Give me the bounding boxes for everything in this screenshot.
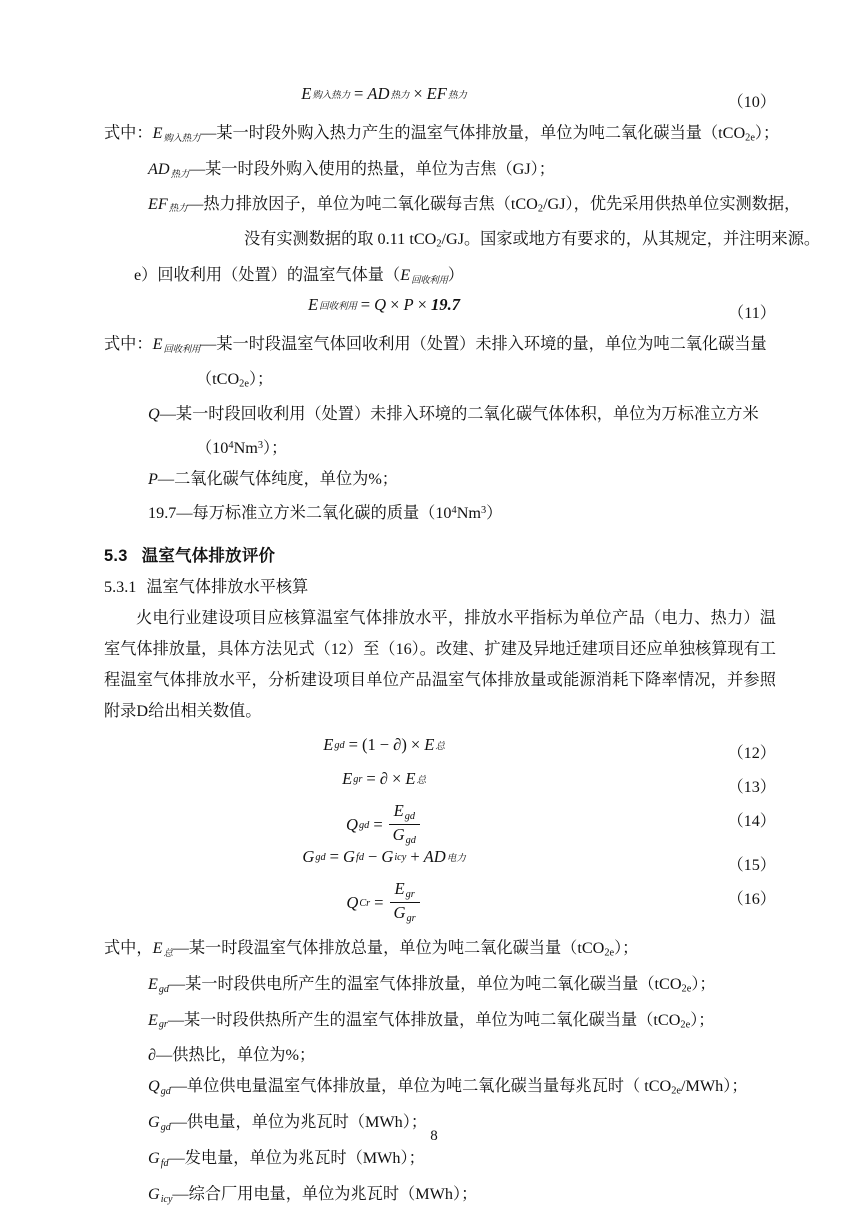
equation-10-number: （10）	[727, 93, 776, 111]
where-label-1: 式中：	[104, 124, 153, 142]
where-line-q	[104, 399, 776, 430]
equation-10-body	[104, 84, 664, 104]
desc-Q-gd-b: /MWh）；	[680, 1077, 748, 1096]
var-partial: ∂	[148, 1046, 156, 1065]
equation-11	[104, 295, 776, 329]
var-G-fd-sub: fd	[160, 1157, 169, 1169]
eq14-lhs-sub: gd	[359, 819, 370, 831]
where-line-p	[104, 464, 776, 495]
eq14-lhs-var: Q	[346, 815, 359, 835]
var-EF-reli: EF	[148, 194, 168, 213]
eq15-term2-sub: icy	[394, 851, 407, 863]
var-E-gd: E	[148, 974, 158, 993]
eq10-term2-var: EF	[426, 84, 447, 103]
eq12-open: (1	[361, 735, 376, 755]
var-G-gd-sub: gd	[160, 1122, 171, 1133]
var-EF-reli-sub: 热力	[168, 202, 188, 214]
unit-tco2e-b: ）；	[248, 369, 274, 388]
desc-partial: —供热比，单位为%；	[156, 1046, 316, 1065]
eq15-term3-sub: 电力	[446, 853, 466, 865]
var-G-icy: G	[148, 1184, 160, 1203]
eq16-fraction	[390, 880, 420, 924]
heading-5-3-number: 5.3	[104, 547, 128, 566]
desc-E-gourenli-b: ）；	[754, 124, 780, 142]
eq11-p: P	[403, 294, 414, 314]
desc-197-a: —每万标准立方米二氧化碳的质量（10	[176, 504, 452, 523]
equation-12-number: （12）	[727, 744, 776, 763]
desc-AD-reli: —某一时段外购入使用的热量，单位为吉焦（GJ）；	[188, 159, 555, 178]
desc-EF-cont-sub: 2	[436, 238, 442, 250]
eq15-term1-var: G	[343, 847, 355, 867]
desc-G-gd: —供电量，单位为兆瓦时（MWh）；	[170, 1113, 428, 1132]
var-AD-reli-sub: 热力	[170, 167, 189, 179]
heading-5-3-title: 温室气体排放评价	[141, 547, 276, 566]
eq12-equals: =	[348, 735, 358, 755]
list-item-e	[104, 260, 776, 295]
desc-E-gd-b: ）；	[691, 974, 716, 993]
var-Q-gd-sub: gd	[160, 1086, 171, 1098]
desc-197-sup2: 3	[480, 505, 487, 517]
eq15-term2-var: G	[381, 847, 394, 867]
eq12-lhs-var: E	[323, 735, 334, 755]
desc-E-gourenli-a: —某一时段外购入热力产生的温室气体排放量，单位为吨二氧化碳当量（tCO	[200, 124, 746, 142]
equation-12	[104, 735, 776, 769]
eq10-lhs-sub: 购入热力	[312, 90, 350, 101]
where-line-g-icy	[104, 1179, 776, 1215]
eq11-q: Q	[374, 294, 387, 314]
desc-E-gourenli-unitsub: 2e	[745, 132, 755, 144]
where-line-ef-reli	[104, 189, 801, 225]
const-197: 19.7	[148, 504, 177, 523]
eq15-lhs-var: G	[302, 847, 315, 867]
eq12-rhs-var: E	[424, 735, 435, 755]
where-line-q-gd	[104, 1071, 776, 1107]
equation-16-body	[104, 881, 664, 925]
var-P: P	[148, 470, 158, 489]
desc-E-huishou: —某一时段温室气体回收利用（处置）未排入环境的量，单位为吨二氧化碳当量	[200, 334, 767, 353]
eq13-times: ×	[391, 769, 402, 789]
eq12-lhs-sub: gd	[334, 739, 345, 751]
eq11-times-1: ×	[390, 294, 400, 314]
desc-E-zong-a: —某一时段温室气体排放总量，单位为吨二氧化碳当量（tCO	[172, 939, 605, 958]
eq15-minus: −	[367, 847, 378, 867]
equation-13	[104, 769, 776, 803]
equation-13-number: （13）	[727, 778, 776, 797]
var-E-gr: E	[148, 1010, 158, 1029]
list-item-e-var-sub: 回收利用	[411, 273, 448, 285]
var-AD-reli: AD	[148, 159, 170, 178]
where-line-g-fd	[104, 1143, 776, 1179]
equation-11-body	[104, 295, 664, 315]
equation-10	[104, 84, 776, 118]
unit-nm3-sup1: 4	[228, 440, 234, 452]
desc-Q: —某一时段回收利用（处置）未排入环境的二氧化碳气体体积，单位为万标准立方米	[159, 405, 759, 424]
where-line-e-gr	[104, 1005, 776, 1041]
eq16-equals: =	[374, 893, 384, 913]
desc-EF-reli-a: —热力排放因子，单位为吨二氧化碳每吉焦（tCO	[187, 194, 538, 213]
list-item-e-close: ）	[447, 265, 464, 284]
eq10-term1-sub: 热力	[390, 90, 410, 101]
desc-E-zong-unitsub: 2e	[604, 947, 615, 959]
equation-12-body	[104, 735, 664, 755]
var-E-zong: E	[152, 939, 163, 958]
eq11-times-2: ×	[417, 294, 427, 314]
eq15-term1-sub: fd	[355, 851, 364, 863]
eq14-den-var: G	[392, 824, 405, 844]
where-line-e-huishou-unit	[104, 364, 776, 400]
desc-EF-reli-b: /GJ），优先采用供热单位实测数据，	[543, 194, 801, 213]
desc-P: —二氧化碳气体纯度，单位为%；	[157, 470, 398, 489]
eq15-term3-var: AD	[423, 847, 446, 867]
eq14-fraction	[389, 802, 420, 846]
list-item-e-var: E	[400, 265, 411, 284]
eq11-constant: 19.7	[430, 294, 461, 314]
where-line-constant-197	[104, 495, 776, 529]
var-G-icy-sub: icy	[160, 1193, 173, 1205]
var-Q: Q	[148, 405, 160, 424]
var-G-fd: G	[148, 1149, 160, 1167]
desc-E-gd-a: —某一时段供电所产生的温室气体排放量，单位为吨二氧化碳当量（tCO	[168, 974, 682, 993]
var-E-huishou-sub: 回收利用	[163, 342, 201, 354]
unit-nm3-mid: Nm	[233, 439, 258, 458]
list-item-e-text: 回收利用（处置）的温室气体量（	[157, 265, 401, 284]
where-line-partial	[104, 1040, 776, 1071]
page-number: 8	[430, 1128, 438, 1144]
unit-tco2e-a: （tCO	[196, 369, 240, 388]
eq13-lhs-sub: gr	[353, 773, 363, 785]
equation-14	[104, 803, 776, 847]
desc-E-gr-unitsub: 2e	[680, 1019, 691, 1031]
heading-5-3-1	[104, 572, 776, 603]
equation-15-number: （15）	[727, 856, 776, 875]
eq16-num-sub: gr	[405, 889, 415, 900]
desc-G-icy: —综合厂用电量，单位为兆瓦时（MWh）；	[172, 1184, 478, 1203]
desc-EF-cont-a: 没有实测数据的取 0.11 tCO	[244, 230, 437, 249]
eq14-den-sub: gd	[405, 834, 416, 846]
eq15-lhs-sub: gd	[315, 851, 326, 863]
eq16-num-var: E	[394, 879, 405, 899]
desc-Q-gd-unitsub: 2e	[671, 1086, 681, 1098]
desc-G-fd: —发电量，单位为兆瓦时（MWh）；	[168, 1149, 425, 1167]
eq16-den-sub: gr	[406, 912, 416, 924]
where-line-e-huishou	[104, 329, 776, 364]
eq12-minus: −	[379, 735, 390, 755]
page-content	[104, 84, 821, 1215]
list-item-e-marker: e）	[134, 265, 158, 284]
heading-5-3-1-number: 5.3.1	[104, 578, 137, 597]
desc-EF-reli-unitsub: 2	[537, 203, 544, 215]
eq13-partial: ∂	[379, 769, 388, 789]
equation-16-number: （16）	[727, 890, 776, 909]
var-Q-gd: Q	[148, 1077, 160, 1096]
eq11-equals: =	[360, 294, 371, 314]
eq11-lhs-sub: 回收利用	[319, 300, 357, 312]
eq12-close: )	[401, 735, 407, 755]
var-E-gourenli-sub: 购入热力	[163, 131, 201, 143]
desc-E-zong-b: ）；	[614, 939, 639, 958]
equation-14-number: （14）	[727, 812, 776, 831]
desc-197-sup1: 4	[451, 505, 457, 517]
unit-nm3-b: ）；	[263, 439, 288, 458]
unit-tco2e-sub: 2e	[239, 378, 249, 390]
eq10-equals: =	[354, 84, 364, 103]
var-G-gd: G	[148, 1113, 160, 1132]
eq16-den-var: G	[393, 902, 406, 922]
heading-5-3	[104, 541, 776, 572]
desc-E-gd-unitsub: 2e	[681, 983, 692, 995]
where-line-ad-reli	[104, 154, 776, 189]
unit-nm3-a: （10	[196, 439, 229, 458]
eq12-partial: ∂	[393, 735, 402, 755]
eq10-times: ×	[413, 84, 423, 103]
desc-197-mid: Nm	[456, 504, 481, 523]
eq14-num-sub: gd	[404, 811, 416, 822]
eq10-term2-sub: 热力	[447, 90, 467, 101]
where-label-3: 式中，	[104, 939, 153, 958]
eq12-times: ×	[410, 735, 421, 755]
eq13-lhs-var: E	[342, 769, 353, 789]
eq11-lhs-var: E	[307, 294, 319, 314]
equation-14-body	[104, 803, 664, 847]
desc-EF-cont-b: /GJ。国家或地方有要求的，从其规定，并注明来源。	[441, 230, 821, 249]
var-E-gourenli: E	[152, 124, 163, 142]
where-label-2: 式中：	[104, 334, 153, 353]
eq10-term1-var: AD	[367, 84, 390, 103]
eq13-rhs-sub: 总	[416, 775, 426, 787]
unit-nm3-sup2: 3	[257, 440, 264, 452]
equation-11-number: （11）	[728, 303, 776, 322]
where-line-q-unit	[104, 430, 776, 464]
eq15-plus: +	[410, 847, 420, 867]
eq13-rhs-var: E	[405, 769, 416, 789]
heading-5-3-1-title: 温室气体排放水平核算	[146, 578, 309, 597]
desc-197-b: ）	[486, 504, 503, 523]
eq12-rhs-sub: 总	[435, 741, 445, 753]
paragraph-5-3-1: 火电行业建设项目应核算温室气体排放水平，排放水平指标为单位产品（电力、热力）温室气体排放量，具体方法见式（12）至（16）。改建、扩建及异地迁建项目还应单独核算现有工程温室气体排放水平，分析建设项目单位产品温室气体排放量或能源消耗下降率情况，并参照附录D给出相关数值。	[104, 609, 776, 721]
var-E-zong-sub: 总	[163, 946, 173, 958]
eq14-num-var: E	[393, 801, 404, 821]
desc-E-gr-b: ）；	[690, 1010, 715, 1029]
equation-15-body	[104, 847, 664, 867]
eq13-equals: =	[366, 769, 376, 789]
where-line-e-gd	[104, 969, 776, 1005]
equation-15	[104, 847, 776, 881]
where-line-e-gourenli	[104, 118, 780, 154]
eq14-equals: =	[373, 815, 383, 835]
equation-16	[104, 881, 776, 925]
var-E-gd-sub: gd	[158, 983, 169, 995]
eq15-equals: =	[329, 847, 339, 867]
desc-Q-gd-a: —单位供电量温室气体排放量，单位为吨二氧化碳当量每兆瓦时（ tCO	[170, 1077, 672, 1096]
var-E-gr-sub: gr	[158, 1019, 168, 1031]
equation-13-body	[104, 769, 664, 789]
var-E-huishou: E	[152, 334, 163, 353]
eq16-lhs-var: Q	[346, 893, 359, 913]
where-line-e-zong	[104, 933, 776, 969]
where-line-ef-reli-cont	[104, 224, 821, 260]
eq10-lhs-var: E	[301, 84, 312, 103]
desc-E-gr-a: —某一时段供热所产生的温室气体排放量，单位为吨二氧化碳当量（tCO	[167, 1010, 681, 1029]
eq16-lhs-sub: Cr	[359, 897, 371, 909]
